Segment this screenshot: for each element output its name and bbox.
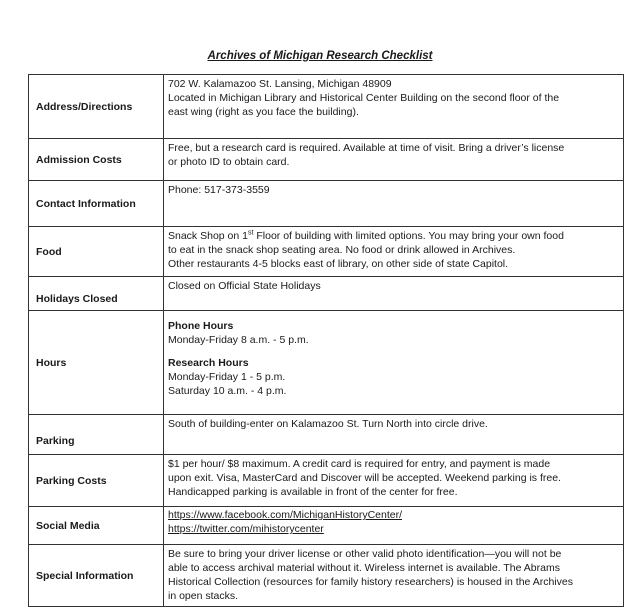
research-hours-line: Saturday 10 a.m. - 4 p.m. xyxy=(168,385,287,397)
holidays-value xyxy=(164,277,624,311)
parking-value xyxy=(164,415,624,455)
holidays-line: Closed on Official State Holidays xyxy=(168,280,321,292)
special-information-line: Historical Collection (resources for family history researchers) is housed in the Archives xyxy=(168,576,573,588)
parking-costs-line: $1 per hour/ $8 maximum. A credit card is required for entry, and payment is made xyxy=(168,458,551,470)
contact-line: Phone: 517-373-3559 xyxy=(168,184,270,196)
holidays-label: Holidays Closed xyxy=(29,277,164,311)
ordinal-suffix: st xyxy=(247,229,254,237)
parking-costs-label: Parking Costs xyxy=(29,455,164,507)
food-label: Food xyxy=(29,227,164,277)
parking-costs-line: upon exit. Visa, MasterCard and Discover will be accepted. Weekend parking is free. xyxy=(168,472,561,484)
parking-line: South of building-enter on Kalamazoo St. Turn North into circle drive. xyxy=(168,418,488,430)
research-checklist-table xyxy=(28,74,624,607)
special-information-line: able to access archival material without it. Wireless internet is available. The Abrams xyxy=(168,562,560,574)
page-title: Archives of Michigan Research Checklist xyxy=(207,50,433,62)
special-information-value xyxy=(164,545,624,607)
hours-value xyxy=(164,311,624,415)
row-contact xyxy=(29,181,624,227)
special-information-line: Be sure to bring your driver license or other valid photo identification—you will not be xyxy=(168,548,562,560)
food-line-end: Floor of building with limited options. You may bring your own food xyxy=(253,230,564,242)
row-social-media xyxy=(29,507,624,545)
admission-value xyxy=(164,139,624,181)
parking-costs-line: Handicapped parking is available in front of the center for free. xyxy=(168,486,458,498)
food-line-start: Snack Shop on 1 xyxy=(168,230,248,242)
contact-value xyxy=(164,181,624,227)
row-special-information xyxy=(29,545,624,607)
phone-hours-heading: Phone Hours xyxy=(168,320,234,332)
address-line: Located in Michigan Library and Historical Center Building on the second floor of the xyxy=(168,92,560,104)
social-media-label: Social Media xyxy=(29,507,164,545)
row-admission xyxy=(29,139,624,181)
parking-costs-value xyxy=(164,455,624,507)
social-media-value xyxy=(164,507,624,545)
admission-label: Admission Costs xyxy=(29,139,164,181)
address-line: east wing (right as you face the building). xyxy=(168,106,359,118)
twitter-link[interactable]: https://twitter.com/mihistorycenter xyxy=(168,523,324,535)
row-address xyxy=(29,75,624,139)
food-value xyxy=(164,227,624,277)
row-parking-costs xyxy=(29,455,624,507)
address-line: 702 W. Kalamazoo St. Lansing, Michigan 48909 xyxy=(168,78,392,90)
special-information-line: in open stacks. xyxy=(168,590,239,602)
phone-hours-line: Monday-Friday 8 a.m. - 5 p.m. xyxy=(168,334,309,346)
food-line: to eat in the snack shop seating area. No food or drink allowed in Archives. xyxy=(168,244,516,256)
row-holidays xyxy=(29,277,624,311)
contact-label: Contact Information xyxy=(29,181,164,227)
row-parking xyxy=(29,415,624,455)
research-hours-heading: Research Hours xyxy=(168,357,249,369)
research-hours-line: Monday-Friday 1 - 5 p.m. xyxy=(168,371,286,383)
special-information-label: Special Information xyxy=(29,545,164,607)
food-line: Other restaurants 4-5 blocks east of library, on other side of state Capitol. xyxy=(168,258,509,270)
admission-line: or photo ID to obtain card. xyxy=(168,156,290,168)
parking-label: Parking xyxy=(29,415,164,455)
food-line xyxy=(168,229,619,243)
address-value xyxy=(164,75,624,139)
facebook-link[interactable]: https://www.facebook.com/MichiganHistoryCenter/ xyxy=(168,509,403,521)
row-hours xyxy=(29,311,624,415)
hours-label: Hours xyxy=(29,311,164,415)
row-food xyxy=(29,227,624,277)
address-label: Address/Directions xyxy=(29,75,164,139)
admission-line: Free, but a research card is required. Available at time of visit. Bring a driver’s license xyxy=(168,142,565,154)
